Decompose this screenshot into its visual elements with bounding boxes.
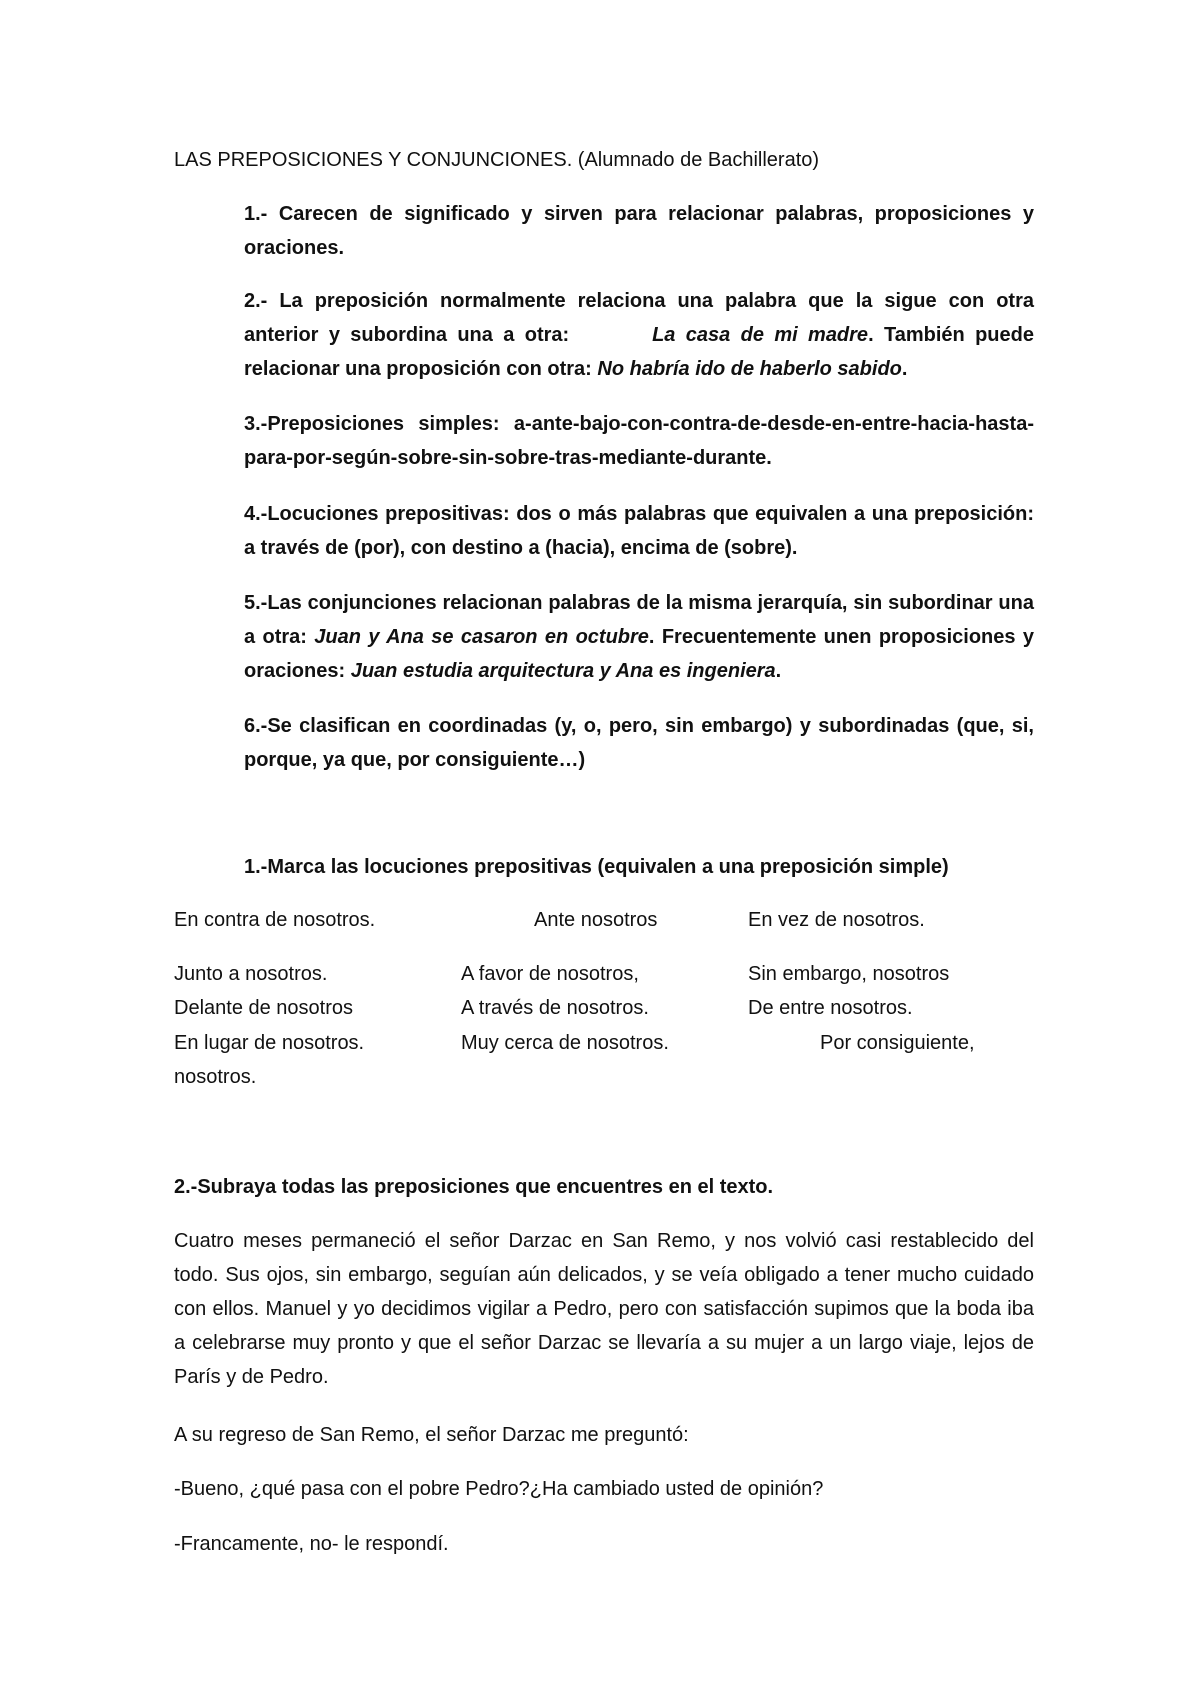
item-2-text-b: . También puede relacionar una proposición con otra:	[244, 324, 1034, 380]
ex1-cell: En vez de nosotros.	[748, 909, 925, 931]
item-5-text-b: . Frecuentemente unen proposiciones y oraciones:	[244, 626, 1034, 682]
ex1-cell: A través de nosotros.	[461, 997, 649, 1019]
list-item-3: 3.-Preposiciones simples: a-ante-bajo-con-contra-de-desde-en-entre-hacia-hasta-para-por-según-sobre-sin-sobre-tras-mediante-durante.	[244, 413, 1034, 469]
ex1-cell: En lugar de nosotros.	[174, 1032, 365, 1054]
ex1-cell: Ante nosotros	[534, 909, 658, 931]
exercise-2-line-3: -Francamente, no- le respondí.	[174, 1533, 449, 1555]
ex1-cell: Por consiguiente,	[820, 1032, 975, 1054]
ex1-cell: De entre nosotros.	[748, 997, 913, 1019]
page-title: LAS PREPOSICIONES Y CONJUNCIONES. (Alumnado de Bachillerato)	[174, 149, 820, 171]
item-5-text-c: .	[775, 660, 782, 682]
list-item-2	[244, 284, 1034, 386]
list-item-4: 4.-Locuciones prepositivas: dos o más palabras que equivalen a una preposición: a través de (por), con destino a (hacia), encima de (sobre).	[244, 503, 1034, 559]
ex1-cell: Sin embargo, nosotros	[748, 963, 950, 985]
ex1-cell: Junto a nosotros.	[174, 963, 328, 985]
item-5-example-1: Juan y Ana se casaron en octubre	[314, 626, 649, 648]
item-5-example-2: Juan estudia arquitectura y Ana es ingeniera	[350, 660, 776, 682]
item-2-text-c: .	[901, 358, 908, 380]
exercise-2-paragraph: Cuatro meses permaneció el señor Darzac en San Remo, y nos volvió casi restablecido del todo. Sus ojos, sin embargo, seguían aún delicados, y se veía obligado a tener mucho cuidado con ellos. Manuel y yo decidimos vigilar a Pedro, pero con satisfacción supimos que la boda iba a celebrarse muy pronto y que el señor Darzac se llevaría a su mujer a un largo viaje, lejos de París y de Pedro.	[174, 1230, 1034, 1388]
list-item-1: 1.- Carecen de significado y sirven para relacionar palabras, proposiciones y oraciones.	[244, 203, 1034, 259]
ex1-cell: nosotros.	[174, 1066, 257, 1088]
list-item-6: 6.-Se clasifican en coordinadas (y, o, pero, sin embargo) y subordinadas (que, si, porque, ya que, por consiguiente…)	[244, 715, 1034, 771]
item-2-example-2: No habría ido de haberlo sabido	[597, 358, 902, 380]
item-2-example-1: La casa de mi madre	[652, 324, 869, 346]
exercise-2-line-1: A su regreso de San Remo, el señor Darzac me preguntó:	[174, 1424, 689, 1446]
exercise-1-title: 1.-Marca las locuciones prepositivas (equivalen a una preposición simple)	[244, 856, 949, 878]
exercise-2-line-2: -Bueno, ¿qué pasa con el pobre Pedro?¿Ha cambiado usted de opinión?	[174, 1478, 824, 1500]
item-2-text-a: 2.- La preposición normalmente relaciona una palabra que la sigue con otra anterior y subordina una a otra:	[244, 290, 1034, 346]
exercise-2-title: 2.-Subraya todas las preposiciones que encuentres en el texto.	[174, 1176, 774, 1198]
ex1-cell: A favor de nosotros,	[461, 963, 639, 985]
item-5-text-a: 5.-Las conjunciones relacionan palabras de la misma jerarquía, sin subordinar una a otra:	[244, 592, 1034, 648]
ex1-cell: En contra de nosotros.	[174, 909, 376, 931]
ex1-cell: Delante de nosotros	[174, 997, 354, 1019]
list-item-5	[244, 586, 1034, 688]
ex1-cell: Muy cerca de nosotros.	[461, 1032, 669, 1054]
